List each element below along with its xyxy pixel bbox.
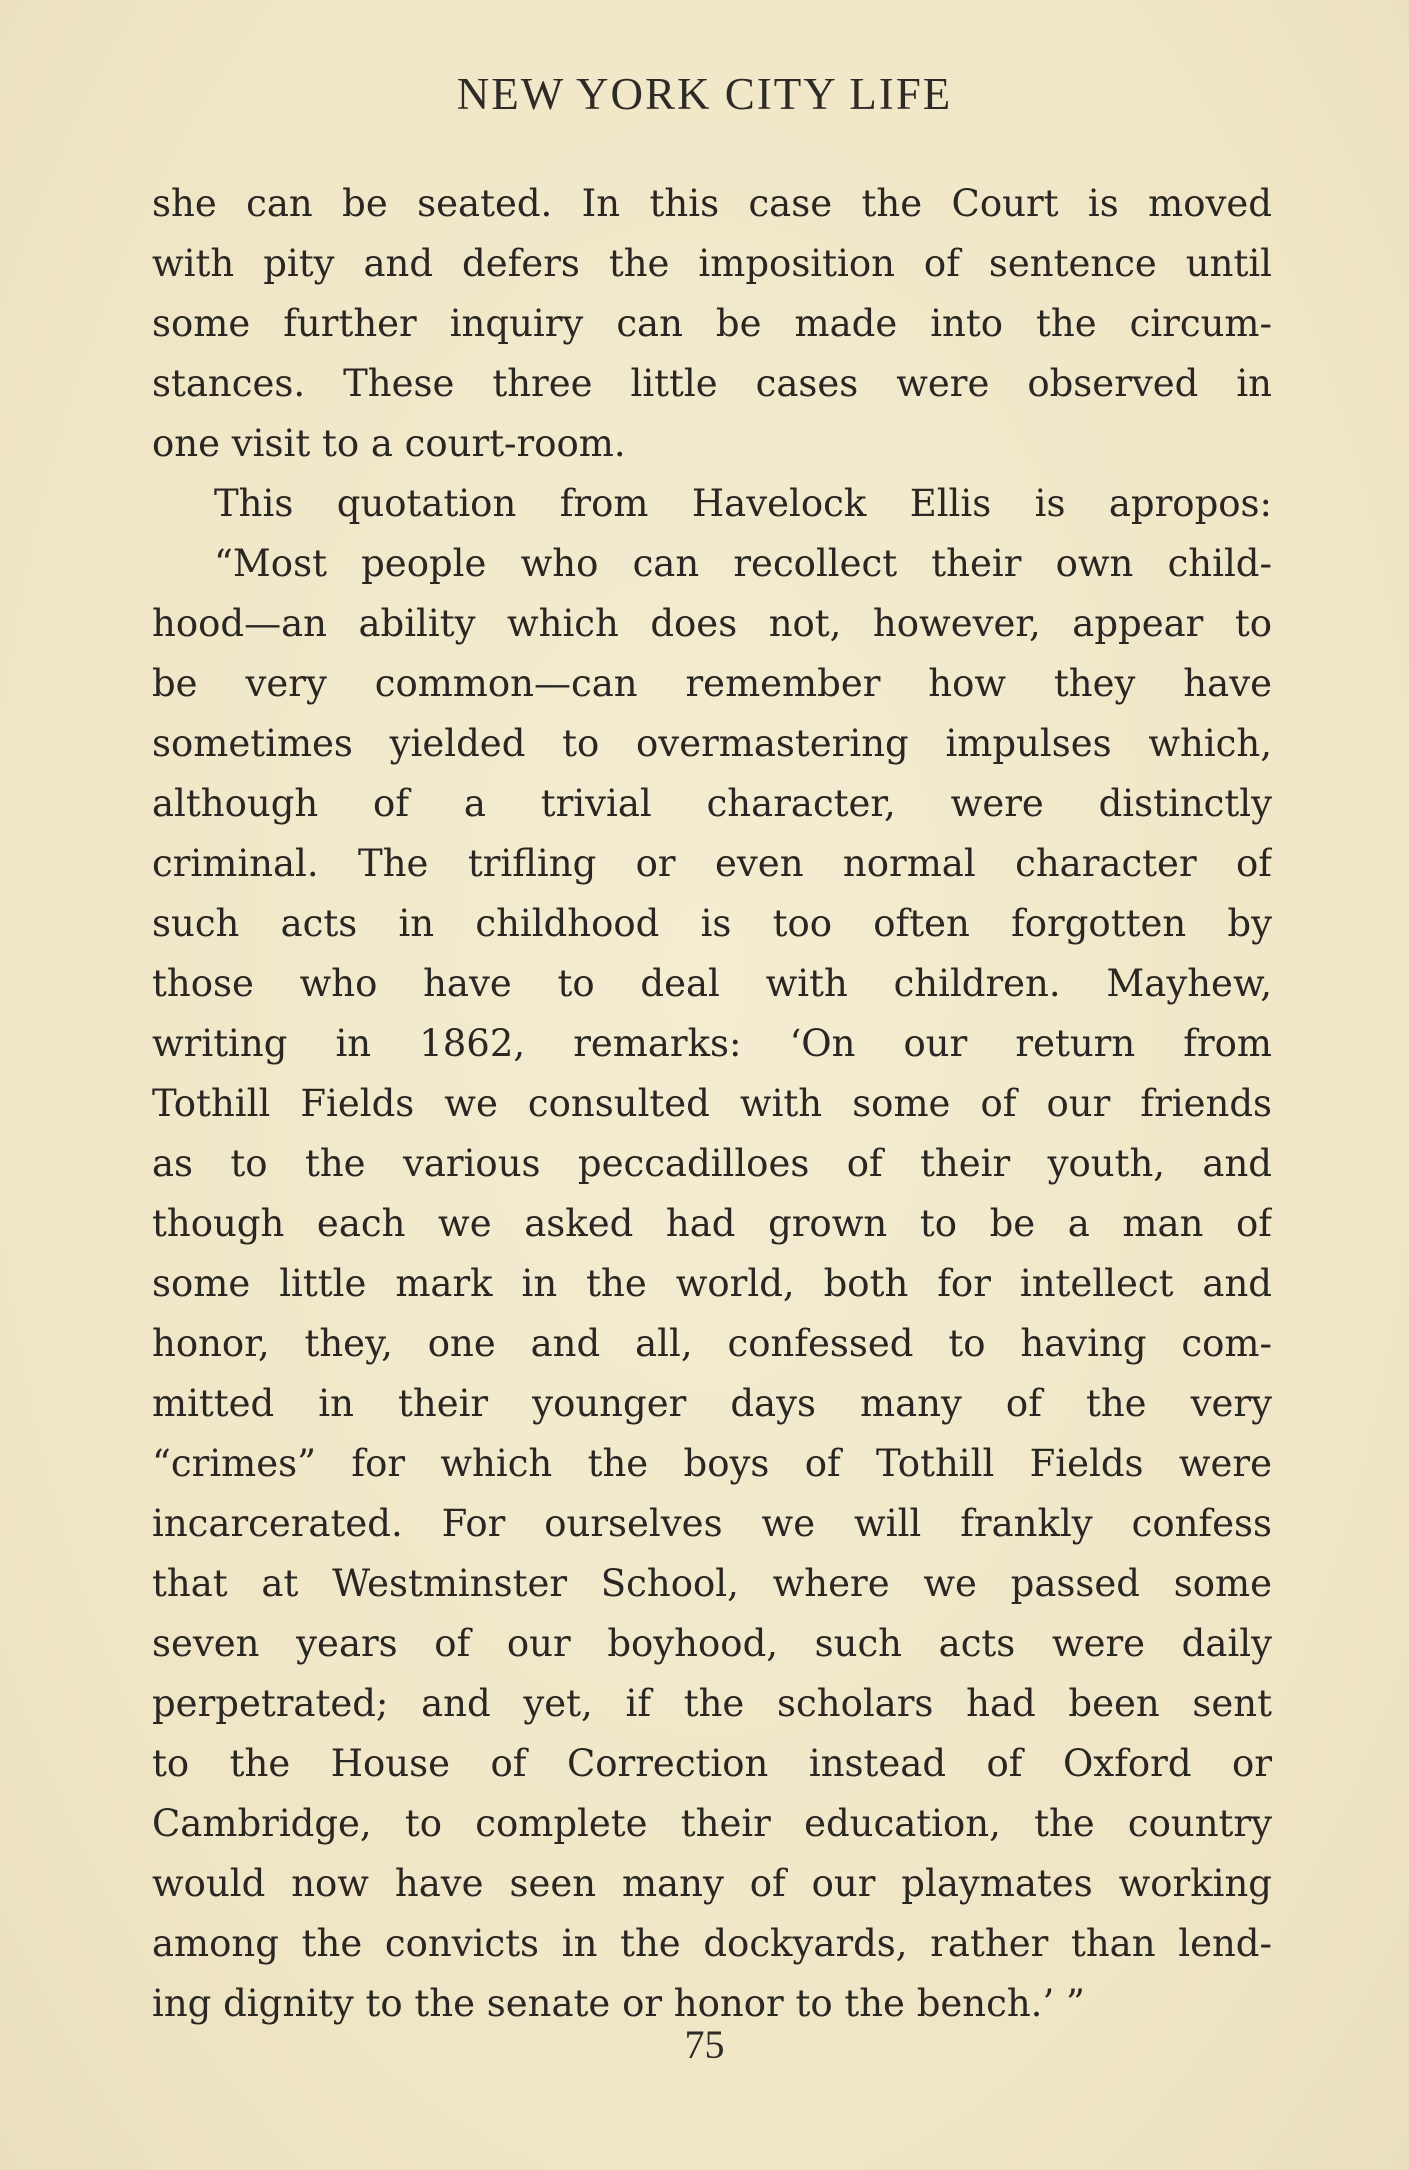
text-line: criminal. The trifling or even normal character of (152, 842, 1272, 885)
running-head: NEW YORK CITY LIFE (456, 69, 953, 119)
text-line: that at Westminster School, where we passed some (152, 1562, 1272, 1605)
text-line: would now have seen many of our playmates working (152, 1862, 1272, 1905)
text-line: “crimes” for which the boys of Tothill Fields were (152, 1442, 1272, 1485)
text-line: mitted in their younger days many of the very (152, 1382, 1272, 1425)
text-line: stances. These three little cases were observed in (152, 362, 1272, 405)
text-line: among the convicts in the dockyards, rather than lend- (152, 1922, 1272, 1965)
body-text (152, 174, 1272, 2034)
text-line: Cambridge, to complete their education, the country (152, 1802, 1272, 1845)
text-line: honor, they, one and all, confessed to having com- (152, 1322, 1272, 1365)
text-line: some little mark in the world, both for intellect and (152, 1262, 1272, 1305)
text-line: incarcerated. For ourselves we will frankly confess (152, 1502, 1272, 1545)
text-line: she can be seated. In this case the Court is moved (152, 182, 1272, 225)
text-line: be very common—can remember how they have (152, 662, 1272, 705)
text-line: although of a trivial character, were distinctly (152, 782, 1272, 825)
text-line: those who have to deal with children. Mayhew, (152, 962, 1272, 1005)
text-line: such acts in childhood is too often forgotten by (152, 902, 1272, 945)
text-line: though each we asked had grown to be a man of (152, 1202, 1272, 1245)
text-line: hood—an ability which does not, however, appear to (152, 602, 1272, 645)
text-line: writing in 1862, remarks: ‘On our return from (152, 1022, 1272, 1065)
quote-start-line: “Most people who can recollect their own child- (214, 542, 1272, 585)
text-line: perpetrated; and yet, if the scholars had been sent (152, 1682, 1272, 1725)
text-line: with pity and defers the imposition of sentence until (152, 242, 1272, 285)
text-line: ing dignity to the senate or honor to the bench.’ ” (152, 1982, 1085, 2025)
text-line: seven years of our boyhood, such acts were daily (152, 1622, 1272, 1665)
text-line: some further inquiry can be made into the circum- (152, 302, 1272, 345)
paragraph-start-line: This quotation from Havelock Ellis is apropos: (214, 482, 1272, 525)
text-line: sometimes yielded to overmastering impulses which, (152, 722, 1272, 765)
text-line: one visit to a court-room. (152, 422, 626, 465)
text-line: to the House of Correction instead of Oxford or (152, 1742, 1272, 1785)
text-line: Tothill Fields we consulted with some of our friends (152, 1082, 1272, 1125)
text-line: as to the various peccadilloes of their youth, and (152, 1142, 1272, 1185)
page-number: 75 (684, 2022, 725, 2067)
